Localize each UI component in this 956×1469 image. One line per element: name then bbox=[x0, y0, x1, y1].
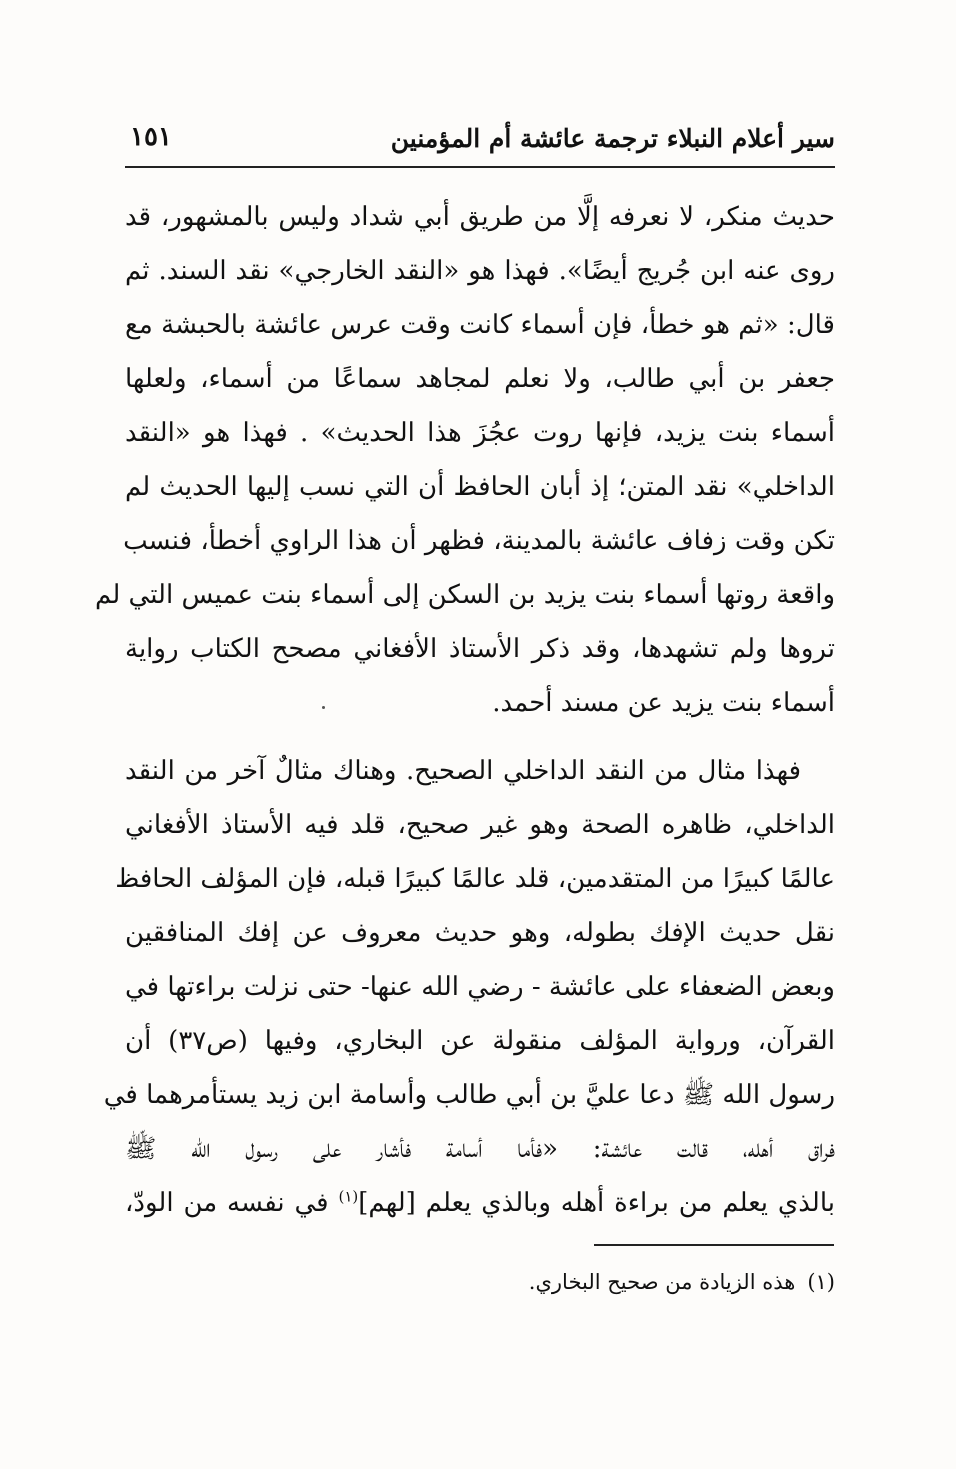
footnote-text: هذه الزيادة من صحيح البخاري. bbox=[528, 1270, 796, 1294]
print-speck bbox=[322, 706, 325, 709]
text-line: جعفر بن أبي طالب، ولا نعلم لمجاهد سماعًا من أسماء، ولعلها bbox=[125, 364, 835, 394]
header-rule bbox=[125, 166, 835, 168]
text-line: نقل حديث الإفك بطوله، وهو حديث معروف عن إفك المنافقين bbox=[125, 918, 835, 948]
text-line: القرآن، ورواية المؤلف منقولة عن البخاري، وفيها (ص٣٧) أن bbox=[125, 1026, 835, 1056]
text-line: واقعة روتها أسماء بنت يزيد بن السكن إلى أسماء بنت عميس التي لم bbox=[95, 580, 835, 610]
page-number: ١٥١ bbox=[130, 122, 172, 152]
text-line-with-footnote bbox=[125, 1176, 835, 1230]
footnote bbox=[125, 1262, 835, 1302]
paragraph-2 bbox=[103, 744, 836, 1230]
paragraph-gap bbox=[125, 730, 835, 744]
text-segment: بالذي يعلم من براءة أهله وبالذي يعلم [لهم] bbox=[358, 1188, 836, 1218]
text-line: الداخلي» نقد المتن؛ إذ أبان الحافظ أن التي نسب إليها الحديث لم bbox=[125, 472, 835, 502]
text-line: فراق أهله، قالت عائشة: «فأما أسامة فأشار على رسول الله ﷺ bbox=[125, 1134, 835, 1164]
text-line: روى عنه ابن جُريج أيضًا». فهذا هو «النقد الخارجي» نقد السند. ثم bbox=[125, 256, 835, 286]
text-line: فهذا مثال من النقد الداخلي الصحيح. وهناك مثالٌ آخر من النقد bbox=[125, 756, 801, 786]
paragraph-1 bbox=[95, 190, 835, 730]
footnotes bbox=[125, 1262, 835, 1302]
text-line: تروها ولم تشهدها، وقد ذكر الأستاذ الأفغاني مصحح الكتاب رواية bbox=[125, 634, 835, 664]
text-line: حديث منكر، لا نعرفه إلَّا من طريق أبي شداد وليس بالمشهور، قد bbox=[125, 202, 835, 232]
text-line: عالمًا كبيرًا من المتقدمين، قلد عالمًا كبيرًا قبله، فإن المؤلف الحافظ bbox=[115, 864, 835, 894]
text-line: أسماء بنت يزيد، فإنها روت عجُزَ هذا الحديث» . فهذا هو «النقد bbox=[125, 418, 835, 448]
text-line: وبعض الضعفاء على عائشة - رضي الله عنها- حتى نزلت براءتها في bbox=[125, 972, 835, 1002]
text-line: قال: «ثم هو خطأ، فإن أسماء كانت وقت عرس عائشة بالحبشة مع bbox=[125, 310, 835, 340]
text-line: تكن وقت زفاف عائشة بالمدينة، فظهر أن هذا الراوي أخطأ، فنسب bbox=[123, 526, 835, 556]
header-title: سير أعلام النبلاء ترجمة عائشة أم المؤمنين bbox=[390, 124, 835, 153]
text-line: رسول الله ﷺ دعا عليَّ بن أبي طالب وأسامة ابن زيد يستأمرهما في bbox=[103, 1080, 835, 1110]
text-line: الداخلي، ظاهره الصحة وهو غير صحيح، قلد فيه الأستاذ الأفغاني bbox=[125, 810, 835, 840]
footnote-rule bbox=[594, 1244, 834, 1246]
footnote-marker: (١) bbox=[807, 1270, 835, 1294]
running-header bbox=[125, 120, 835, 160]
text-line: أسماء بنت يزيد عن مسند أحمد. bbox=[492, 688, 835, 718]
text-segment: في نفسه من الودّ، bbox=[125, 1188, 329, 1218]
body-text bbox=[95, 190, 836, 1230]
footnote-reference[interactable]: (١) bbox=[338, 1187, 359, 1206]
